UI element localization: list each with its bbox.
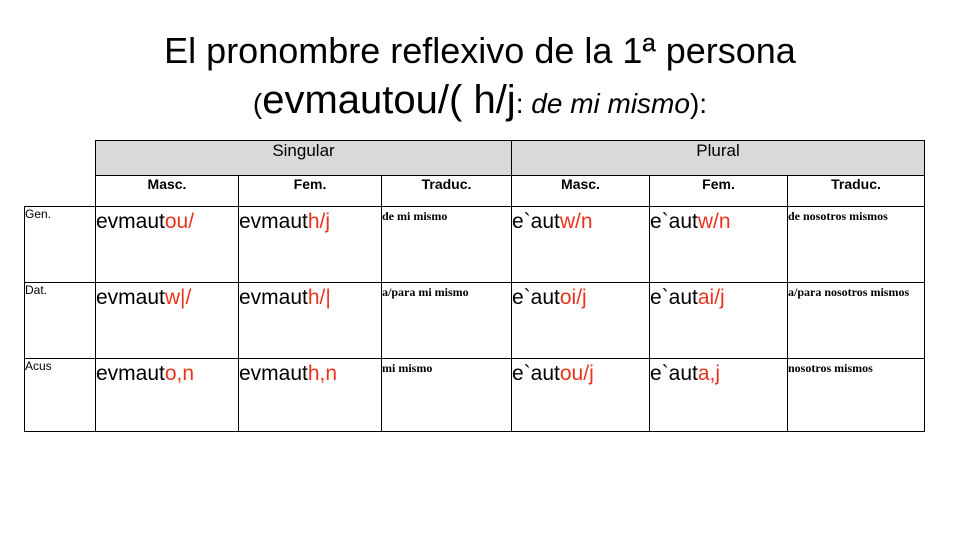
cell-pl-masc [512, 283, 650, 359]
ending: h/| [307, 286, 331, 309]
cell-pl-fem [650, 207, 788, 283]
cell-sg-trans: a/para mi mismo [382, 283, 512, 359]
stem: evmaut [239, 210, 308, 233]
ending: ou/j [559, 362, 594, 385]
title-greek-form: evmautou/( h/j [262, 78, 516, 122]
stem: e`aut [650, 362, 698, 385]
stem: evmaut [239, 362, 308, 385]
ending: h/j [307, 210, 331, 233]
title-line-2 [0, 78, 960, 123]
ending: w/n [697, 210, 731, 233]
title-colon: : [515, 88, 532, 119]
ending: ou/ [164, 210, 195, 233]
subheader-pl-trans: Traduc. [788, 176, 925, 207]
table-row-accusative [25, 359, 925, 432]
ending: oi/j [559, 286, 587, 309]
singular-header: Singular [96, 141, 512, 176]
title-open-paren: ( [252, 88, 263, 119]
ending: w|/ [164, 286, 192, 309]
corner-blank-2 [25, 176, 96, 207]
cell-pl-fem [650, 283, 788, 359]
plural-header: Plural [512, 141, 925, 176]
stem: evmaut [96, 210, 165, 233]
cell-sg-fem [239, 207, 382, 283]
title-close: ): [689, 88, 708, 119]
stem: e`aut [650, 210, 698, 233]
cell-pl-trans: de nosotros mismos [788, 207, 925, 283]
subheader-pl-masc: Masc. [512, 176, 650, 207]
subheader-sg-masc: Masc. [96, 176, 239, 207]
cell-pl-masc [512, 207, 650, 283]
cell-sg-trans: mi mismo [382, 359, 512, 432]
stem: evmaut [239, 286, 308, 309]
title-line-1: El pronombre reflexivo de la 1ª persona [164, 30, 796, 71]
cell-pl-trans: a/para nosotros mismos [788, 283, 925, 359]
ending: w/n [559, 210, 593, 233]
stem: e`aut [512, 362, 560, 385]
cell-sg-masc [96, 283, 239, 359]
row-label: Dat. [25, 283, 96, 359]
stem: evmaut [96, 362, 165, 385]
cell-sg-masc [96, 207, 239, 283]
row-label: Acus [25, 359, 96, 432]
ending: h,n [307, 362, 338, 385]
subheader-sg-trans: Traduc. [382, 176, 512, 207]
cell-sg-masc [96, 359, 239, 432]
ending: a,j [697, 362, 721, 385]
stem: evmaut [96, 286, 165, 309]
stem: e`aut [512, 210, 560, 233]
corner-blank [25, 141, 96, 176]
cell-pl-masc [512, 359, 650, 432]
stem: e`aut [650, 286, 698, 309]
table-row-dative [25, 283, 925, 359]
cell-pl-fem [650, 359, 788, 432]
title-meaning: de mi mismo [531, 88, 690, 119]
table-row-genitive [25, 207, 925, 283]
ending: ai/j [697, 286, 725, 309]
stem: e`aut [512, 286, 560, 309]
row-label: Gen. [25, 207, 96, 283]
subheader-sg-fem: Fem. [239, 176, 382, 207]
cell-pl-trans: nosotros mismos [788, 359, 925, 432]
cell-sg-fem [239, 283, 382, 359]
cell-sg-trans: de mi mismo [382, 207, 512, 283]
ending: o,n [164, 362, 195, 385]
declension-table [24, 140, 925, 432]
subheader-pl-fem: Fem. [650, 176, 788, 207]
cell-sg-fem [239, 359, 382, 432]
